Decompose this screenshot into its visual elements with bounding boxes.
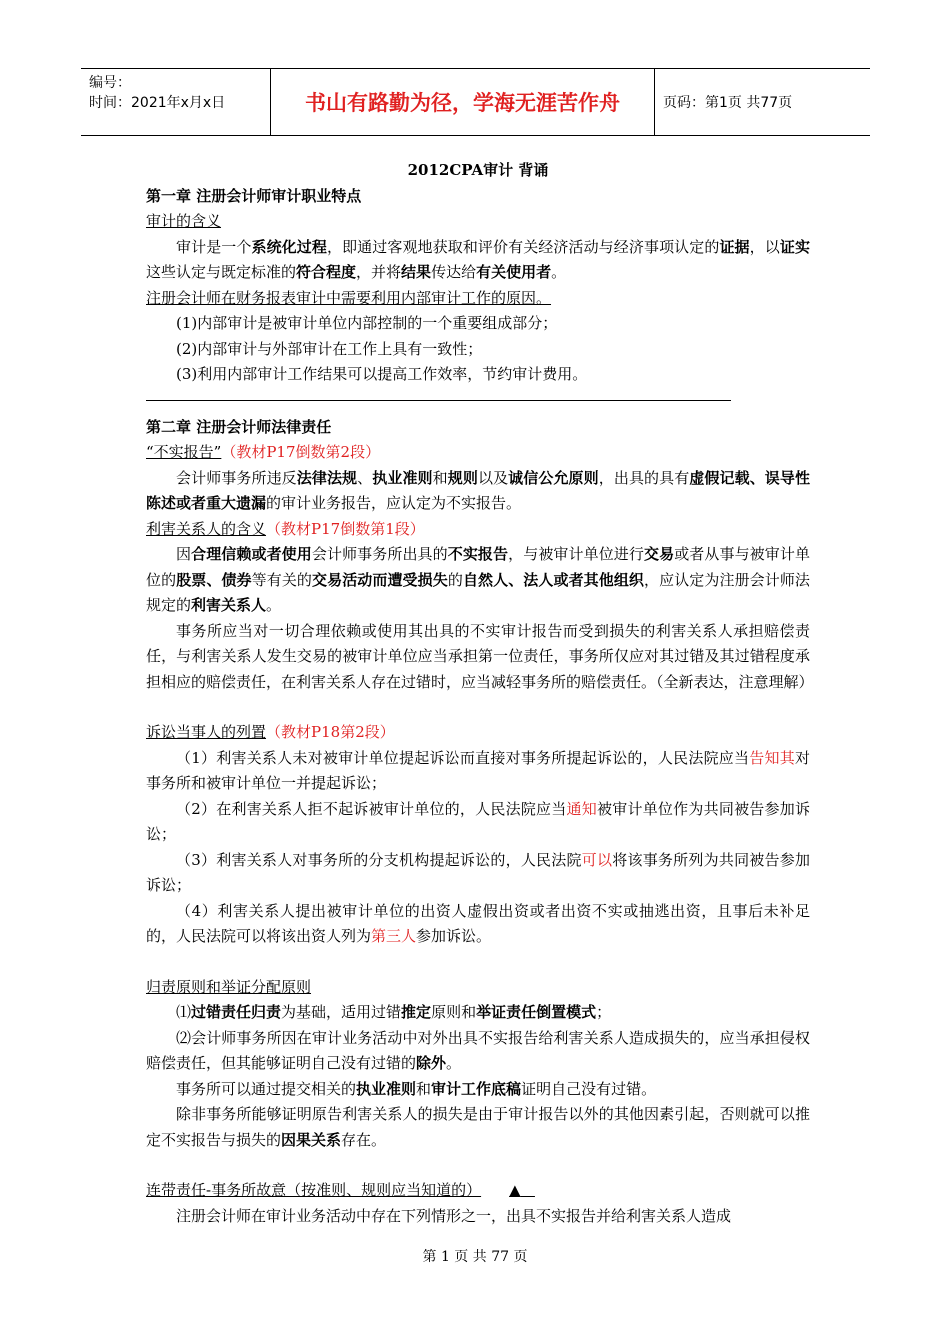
paragraph-joint-liability: 注册会计师在审计业务活动中存在下列情形之一，出具不实报告并给利害关系人造成 <box>176 1206 732 1225</box>
section-internal-audit: 注册会计师在财务报表审计中需要利用内部审计工作的原因。 <box>146 288 552 307</box>
list-item: （2）在利害关系人拒不起诉被审计单位的，人民法院应当通知被审计单位作为共同被告参加诉讼； <box>146 799 810 843</box>
textbook-reference: （教材P18第2段） <box>266 723 395 741</box>
document-title: 2012CPA审计 背诵 <box>407 161 549 179</box>
number-label: 编号： <box>89 75 131 91</box>
section-liability-principle: 归责原则和举证分配原则 <box>146 977 312 996</box>
section-false-report: “不实报告” <box>146 443 222 461</box>
page-footer: 第 1 页 共 77 页 <box>422 1249 528 1265</box>
paragraph-false-report: 会计师事务所违反法律法规、执业准则和规则以及诚信公允原则，出具的具有虚假记载、误导性陈述或者重大遗漏的审计业务报告，应认定为不实报告。 <box>146 468 810 512</box>
section-interested-party: 利害关系人的含义 <box>146 519 267 538</box>
paragraph-liability: 事务所应当对一切合理依赖或使用其出具的不实审计报告而受到损失的利害关系人承担赔偿责任，与利害关系人发生交易的被审计单位应当承担第一位责任，事务所仅应对其过错及其过错程度承担相应的赔偿责任，在利害关系人存在过错时，应当减轻事务所的赔偿责任。（全新表达，注意理解） <box>146 621 814 691</box>
header-page-info: 页码：第1页 共77页 <box>663 95 793 111</box>
list-item: ⑴过错责任归责为基础，适用过错推定原则和举证责任倒置模式； <box>176 1003 612 1021</box>
date-label: 时间：2021年x月x日 <box>89 95 226 111</box>
list-item: （3）利害关系人对事务所的分支机构提起诉讼的，人民法院可以将该事务所列为共同被告参加诉讼； <box>146 850 810 894</box>
document-body <box>146 158 814 1229</box>
chapter-1-title: 第一章 注册会计师审计职业特点 <box>146 186 362 205</box>
textbook-reference: （教材P17倒数第2段） <box>221 443 381 461</box>
triangle-marker-icon: ▲ <box>509 1181 521 1199</box>
list-item: （4）利害关系人提出被审计单位的出资人虚假出资或者出资不实或抽逃出资，且事后未补足的，人民法院可以将该出资人列为第三人参加诉讼。 <box>146 901 810 945</box>
textbook-reference: （教材P17倒数第1段） <box>266 519 425 538</box>
header-motto: 书山有路勤为径，学海无涯苦作舟 <box>271 69 655 135</box>
paragraph-causation: 除非事务所能够证明原告利害关系人的损失是由于审计报告以外的其他因素引起，否则就可以推定不实报告与损失的因果关系存在。 <box>146 1105 810 1149</box>
section-litigation-parties: 诉讼当事人的列置 <box>146 723 267 741</box>
list-item: (2)内部审计与外部审计在工作上具有一致性； <box>176 339 483 358</box>
list-item: （1）利害关系人未对被审计单位提起诉讼而直接对事务所提起诉讼的，人民法院应当告知其对事务所和被审计单位一并提起诉讼； <box>146 748 810 792</box>
list-item: ⑵会计师事务所因在审计业务活动中对外出具不实报告给利害关系人造成损失的，应当承担侵权赔偿责任，但其能够证明自己没有过错的除外。 <box>146 1028 810 1072</box>
section-joint-liability: 连带责任-事务所故意（按准则、规则应当知道的） ▲ <box>146 1181 521 1199</box>
header-table <box>81 68 870 136</box>
section-audit-meaning: 审计的含义 <box>146 212 222 230</box>
chapter-2-title: 第二章 注册会计师法律责任 <box>146 417 332 436</box>
paragraph-audit-definition: 审计是一个系统化过程，即通过客观地获取和评价有关经济活动与经济事项认定的证据，以证实这些认定与既定标准的符合程度，并将结果传达给有关使用者。 <box>146 237 810 281</box>
list-item: (1)内部审计是被审计单位内部控制的一个重要组成部分； <box>176 314 558 332</box>
header-meta <box>81 69 271 135</box>
paragraph-evidence: 事务所可以通过提交相关的执业准则和审计工作底稿证明自己没有过错。 <box>176 1079 657 1098</box>
list-item: (3)利用内部审计工作结果可以提高工作效率，节约审计费用。 <box>176 365 588 383</box>
paragraph-interested-party: 因合理信赖或者使用会计师事务所出具的不实报告，与被审计单位进行交易或者从事与被审计单位的股票、债券等有关的交易活动而遭受损失的自然人、法人或者其他组织，应认定为注册会计师法规定的利害关系人。 <box>146 545 810 614</box>
section-divider <box>146 388 731 401</box>
